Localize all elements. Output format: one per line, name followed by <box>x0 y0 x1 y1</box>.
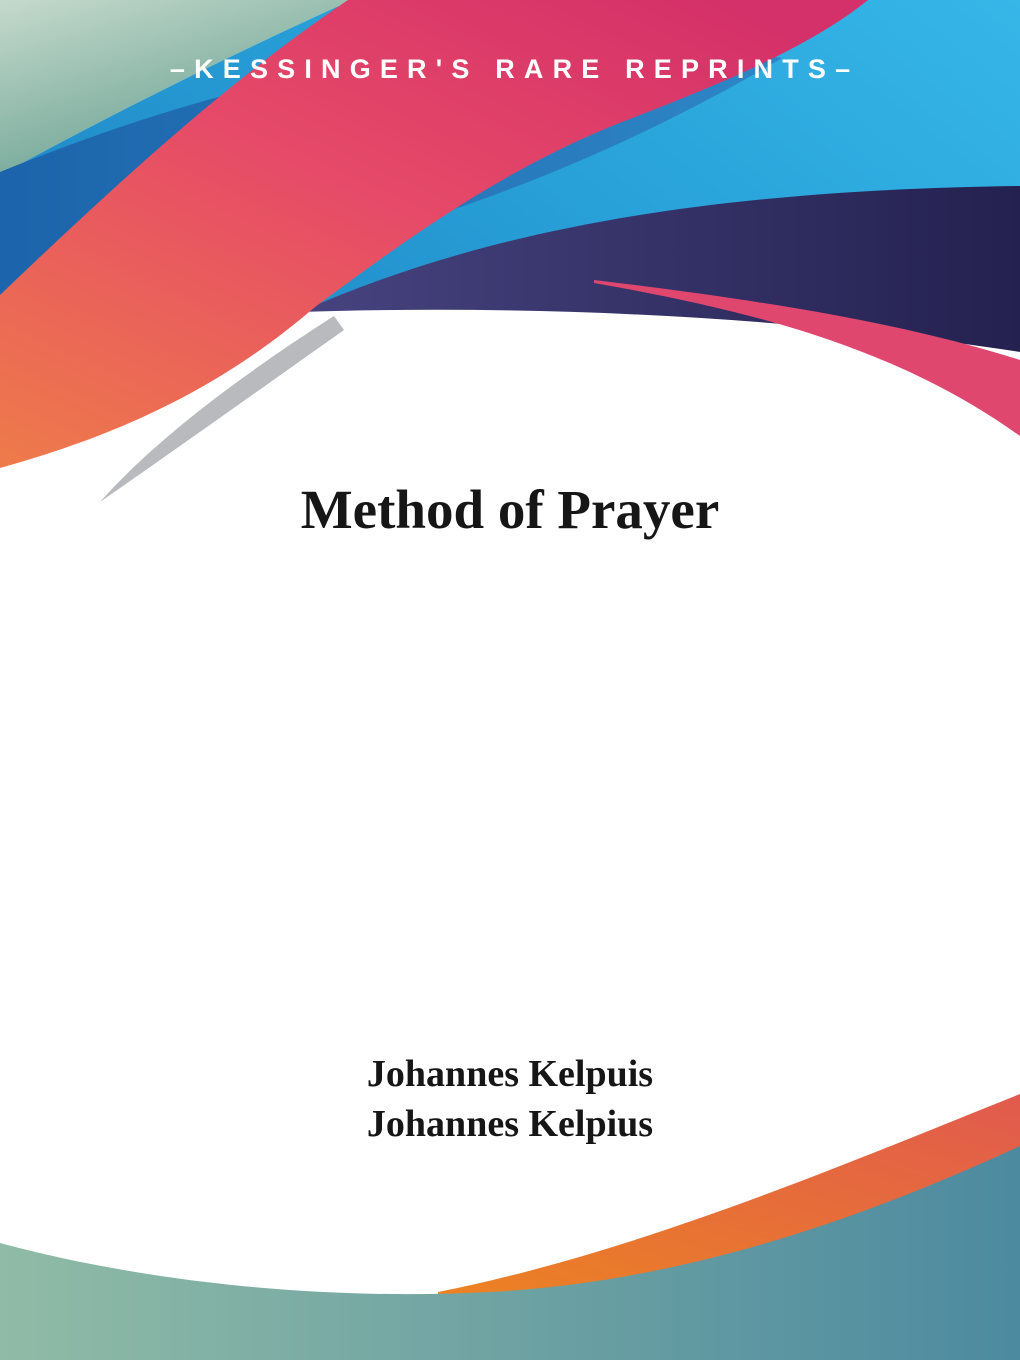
series-banner: –KESSINGER'S RARE REPRINTS– <box>169 54 860 84</box>
author-names <box>0 1052 1020 1152</box>
author-name: Johannes Kelpuis <box>366 1053 654 1095</box>
author-name: Johannes Kelpius <box>366 1103 654 1145</box>
book-title: Method of Prayer <box>300 479 720 540</box>
